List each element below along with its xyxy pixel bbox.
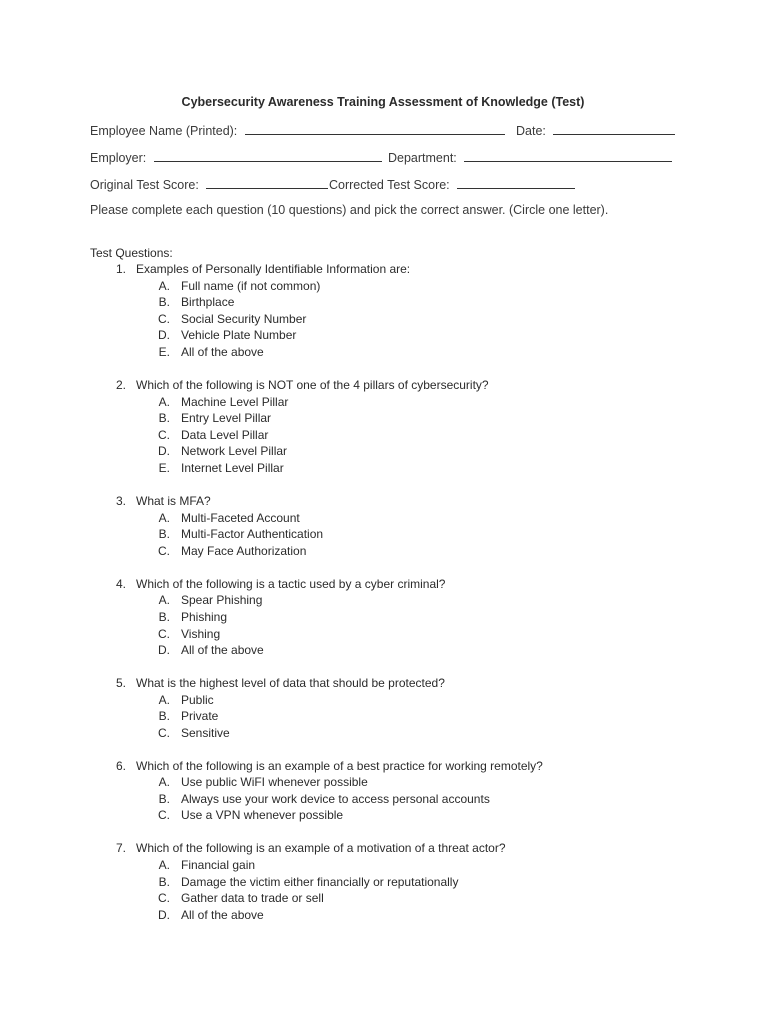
option-letter[interactable]: D. — [158, 444, 170, 458]
option-letter[interactable]: A. — [158, 279, 170, 293]
test-questions-heading: Test Questions: — [90, 246, 173, 260]
option-text: All of the above — [181, 908, 264, 922]
option-letter[interactable]: A. — [158, 593, 170, 607]
document-title: Cybersecurity Awareness Training Assessment of Knowledge (Test) — [181, 95, 585, 109]
option-letter[interactable]: C. — [158, 312, 170, 326]
option-text: Vishing — [181, 627, 221, 641]
question-number: 1. — [115, 262, 126, 276]
option-letter[interactable]: C. — [158, 726, 170, 740]
question-text: Examples of Personally Identifiable Information are: — [136, 262, 411, 276]
date-row — [516, 122, 675, 138]
question-text: Which of the following is a tactic used by a cyber criminal? — [136, 577, 446, 591]
option-letter[interactable]: D. — [158, 328, 170, 342]
option-text: Gather data to trade or sell — [181, 891, 324, 905]
instructions-text: Please complete each question (10 questions) and pick the correct answer. (Circle one letter). — [90, 203, 609, 217]
employer-row — [90, 149, 382, 165]
department-row — [388, 149, 672, 165]
option-text: Private — [181, 709, 219, 723]
option-text: All of the above — [181, 345, 264, 359]
corrected-score-label: Corrected Test Score: — [329, 178, 450, 192]
employer-field[interactable] — [154, 149, 382, 162]
option-text: Spear Phishing — [181, 593, 263, 607]
original-score-row — [90, 176, 328, 192]
option-text: May Face Authorization — [181, 544, 307, 558]
date-label: Date: — [516, 124, 546, 138]
employee-name-label: Employee Name (Printed): — [90, 124, 238, 138]
question-number: 7. — [115, 841, 126, 855]
option-letter[interactable]: C. — [158, 891, 170, 905]
option-text: Entry Level Pillar — [181, 411, 272, 425]
option-letter[interactable]: C. — [158, 627, 170, 641]
option-letter[interactable]: B. — [158, 709, 170, 723]
option-text: All of the above — [181, 643, 264, 657]
option-text: Use public WiFI whenever possible — [181, 775, 368, 789]
employee-name-field[interactable] — [245, 122, 505, 135]
option-letter[interactable]: B. — [158, 411, 170, 425]
date-field[interactable] — [553, 122, 675, 135]
option-letter[interactable]: D. — [158, 908, 170, 922]
option-letter[interactable]: A. — [158, 693, 170, 707]
department-field[interactable] — [464, 149, 672, 162]
option-letter[interactable]: B. — [158, 610, 170, 624]
option-text: Financial gain — [181, 858, 256, 872]
option-letter[interactable]: E. — [158, 345, 170, 359]
question-text: Which of the following is an example of a best practice for working remotely? — [136, 759, 543, 773]
question-number: 5. — [115, 676, 126, 690]
option-text: Network Level Pillar — [181, 444, 288, 458]
option-letter[interactable]: B. — [158, 527, 170, 541]
option-text: Multi-Factor Authentication — [181, 527, 324, 541]
option-letter[interactable]: C. — [158, 544, 170, 558]
option-letter[interactable]: C. — [158, 808, 170, 822]
corrected-score-row — [329, 176, 575, 192]
option-text: Birthplace — [181, 295, 235, 309]
option-letter[interactable]: B. — [158, 792, 170, 806]
corrected-score-field[interactable] — [457, 176, 575, 189]
option-text: Vehicle Plate Number — [181, 328, 297, 342]
employee-name-row — [90, 122, 505, 138]
option-text: Multi-Faceted Account — [181, 511, 300, 525]
option-text: Data Level Pillar — [181, 428, 269, 442]
option-text: Always use your work device to access personal accounts — [181, 792, 490, 806]
option-text: Machine Level Pillar — [181, 395, 289, 409]
question-number: 6. — [115, 759, 126, 773]
option-letter[interactable]: D. — [158, 643, 170, 657]
option-letter[interactable]: B. — [158, 295, 170, 309]
option-text: Phishing — [181, 610, 228, 624]
original-score-label: Original Test Score: — [90, 178, 199, 192]
option-text: Full name (if not common) — [181, 279, 321, 293]
question-number: 2. — [115, 378, 126, 392]
option-letter[interactable]: E. — [158, 461, 170, 475]
option-letter[interactable]: C. — [158, 428, 170, 442]
question-text: What is MFA? — [136, 494, 211, 508]
question-number: 4. — [115, 577, 126, 591]
option-text: Public — [181, 693, 214, 707]
question-text: Which of the following is an example of a motivation of a threat actor? — [136, 841, 506, 855]
option-text: Damage the victim either financially or reputationally — [181, 875, 459, 889]
option-text: Internet Level Pillar — [181, 461, 284, 475]
option-letter[interactable]: B. — [158, 875, 170, 889]
employer-label: Employer: — [90, 151, 147, 165]
option-letter[interactable]: A. — [158, 511, 170, 525]
department-label: Department: — [388, 151, 457, 165]
option-letter[interactable]: A. — [158, 395, 170, 409]
option-text: Social Security Number — [181, 312, 307, 326]
option-letter[interactable]: A. — [158, 858, 170, 872]
question-number: 3. — [115, 494, 126, 508]
original-score-field[interactable] — [206, 176, 328, 189]
option-text: Use a VPN whenever possible — [181, 808, 344, 822]
option-text: Sensitive — [181, 726, 230, 740]
question-text: Which of the following is NOT one of the 4 pillars of cybersecurity? — [136, 378, 489, 392]
option-letter[interactable]: A. — [158, 775, 170, 789]
question-text: What is the highest level of data that should be protected? — [136, 676, 445, 690]
